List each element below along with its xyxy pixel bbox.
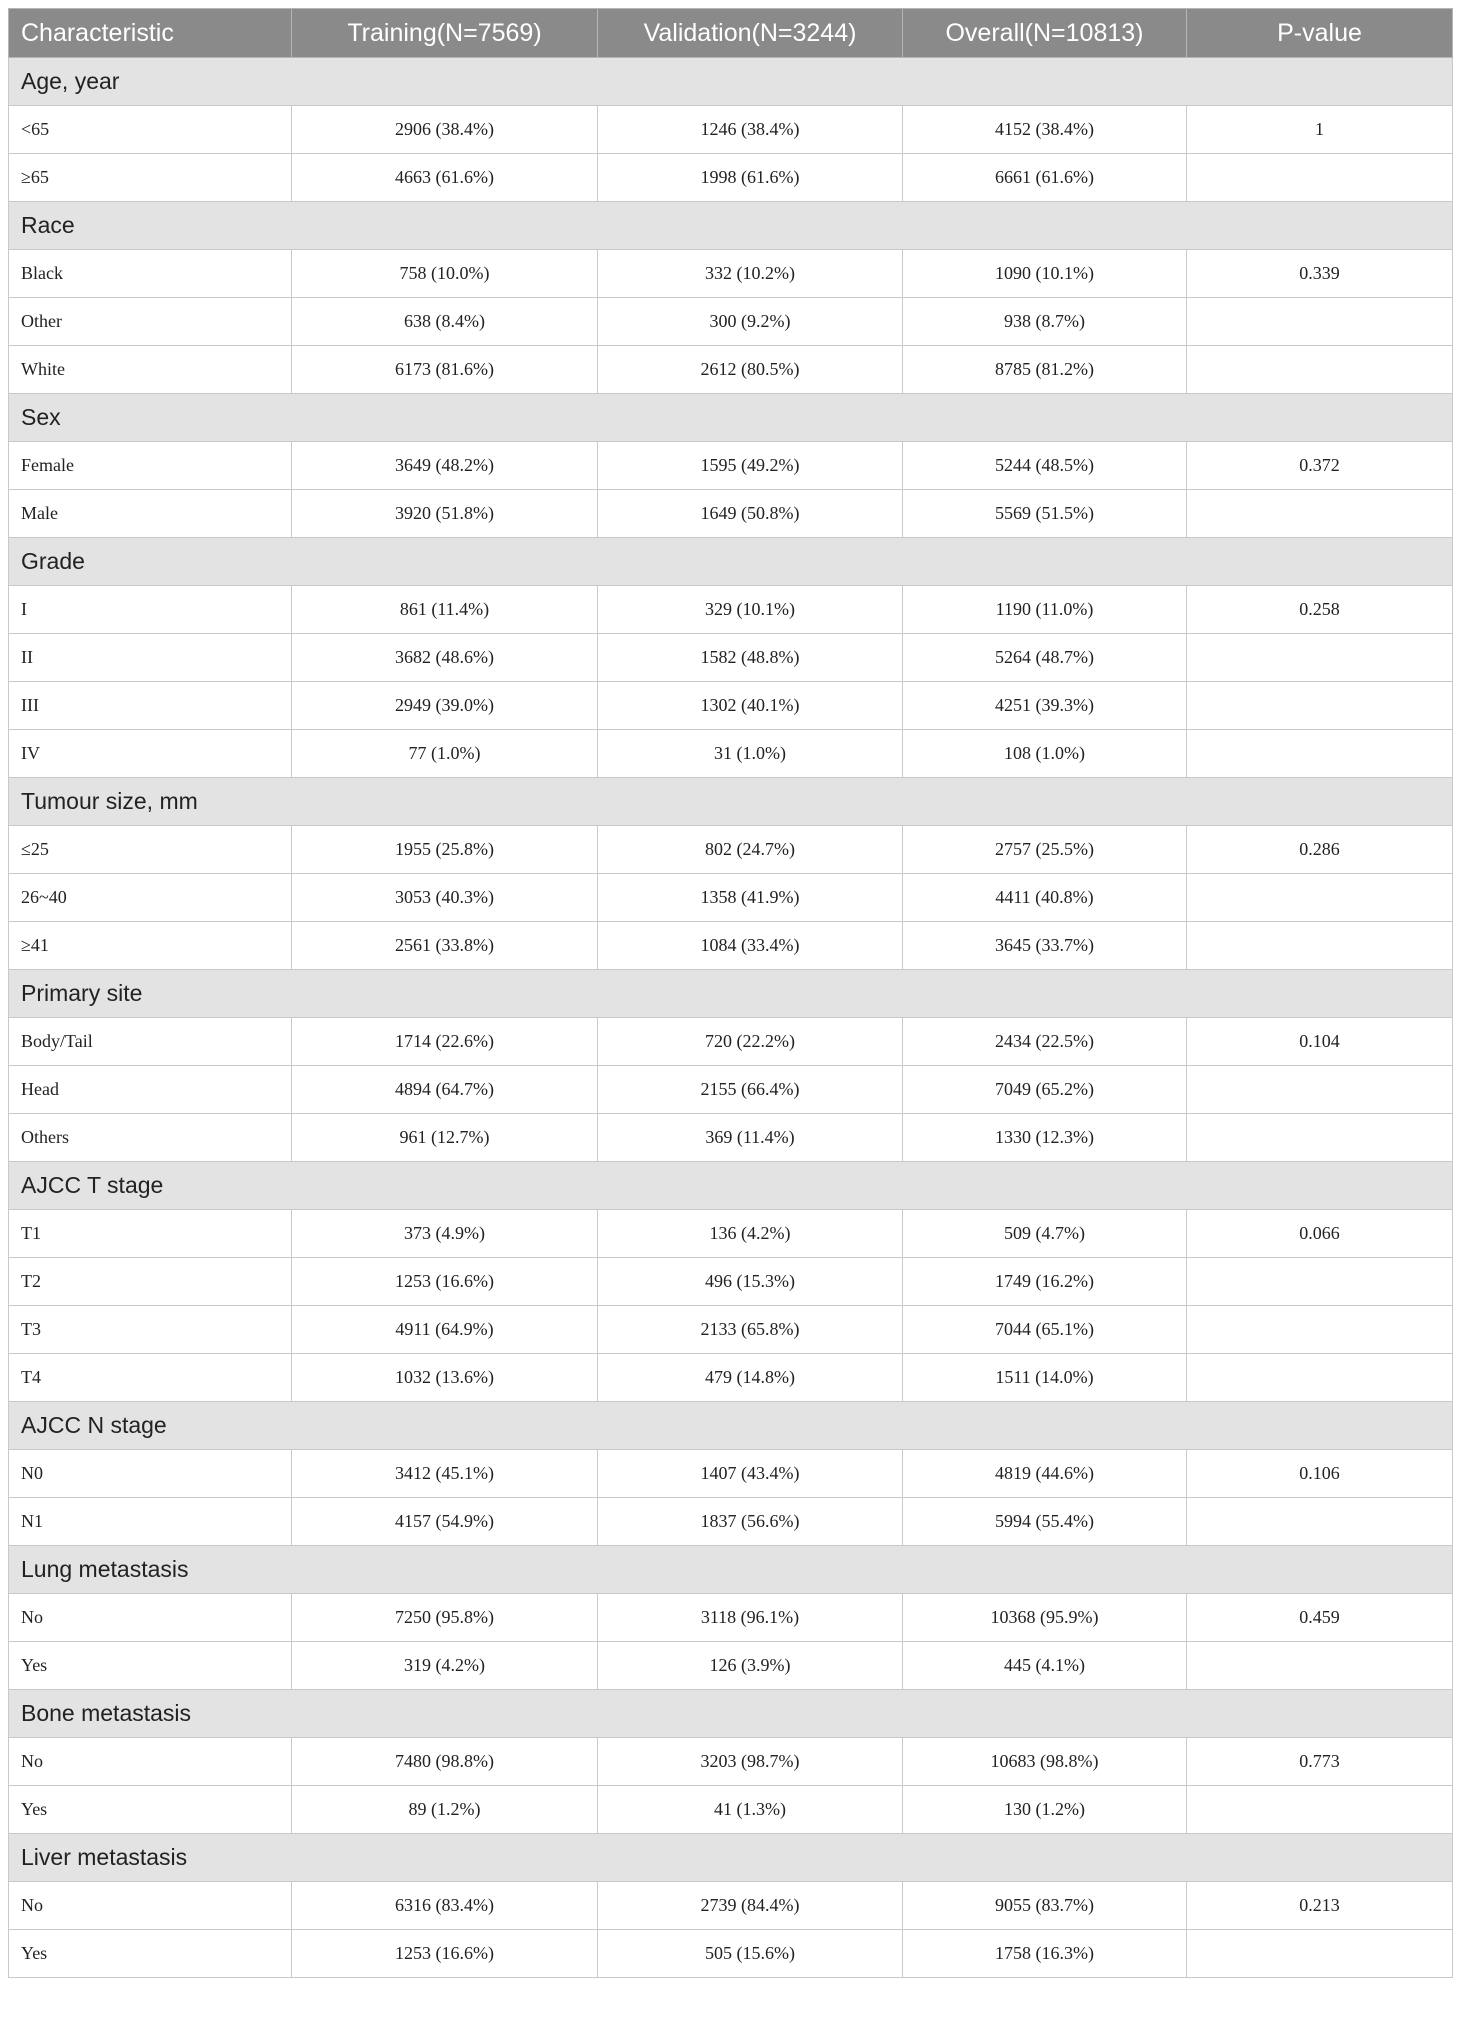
cell-p-value — [1187, 1498, 1453, 1546]
cell-validation: 126 (3.9%) — [598, 1642, 903, 1690]
cell-training: 1253 (16.6%) — [292, 1258, 598, 1306]
cell-label: Yes — [9, 1642, 292, 1690]
cell-p-value — [1187, 874, 1453, 922]
cell-label: ≥41 — [9, 922, 292, 970]
table-row — [9, 682, 1453, 730]
cell-label: White — [9, 346, 292, 394]
cell-training: 3053 (40.3%) — [292, 874, 598, 922]
cell-validation: 41 (1.3%) — [598, 1786, 903, 1834]
group-title: AJCC T stage — [9, 1162, 1453, 1210]
cell-training: 2561 (33.8%) — [292, 922, 598, 970]
cell-training: 961 (12.7%) — [292, 1114, 598, 1162]
cell-overall: 8785 (81.2%) — [903, 346, 1187, 394]
cell-label: IV — [9, 730, 292, 778]
group-row — [9, 538, 1453, 586]
group-title: Tumour size, mm — [9, 778, 1453, 826]
group-row — [9, 58, 1453, 106]
cell-p-value: 0.773 — [1187, 1738, 1453, 1786]
cell-label: Yes — [9, 1786, 292, 1834]
cell-training: 1714 (22.6%) — [292, 1018, 598, 1066]
cell-label: Male — [9, 490, 292, 538]
cell-validation: 505 (15.6%) — [598, 1930, 903, 1978]
cell-p-value: 1 — [1187, 106, 1453, 154]
cell-overall: 3645 (33.7%) — [903, 922, 1187, 970]
cell-validation: 1998 (61.6%) — [598, 154, 903, 202]
cell-validation: 300 (9.2%) — [598, 298, 903, 346]
table-row — [9, 1738, 1453, 1786]
cell-label: No — [9, 1594, 292, 1642]
group-title: Primary site — [9, 970, 1453, 1018]
cell-label: ≥65 — [9, 154, 292, 202]
cell-p-value: 0.372 — [1187, 442, 1453, 490]
table-row — [9, 490, 1453, 538]
group-row — [9, 1402, 1453, 1450]
cell-p-value: 0.339 — [1187, 250, 1453, 298]
cell-label: No — [9, 1882, 292, 1930]
cell-overall: 130 (1.2%) — [903, 1786, 1187, 1834]
cell-p-value — [1187, 1258, 1453, 1306]
table-body — [9, 58, 1453, 1978]
cell-training: 7480 (98.8%) — [292, 1738, 598, 1786]
table-row — [9, 442, 1453, 490]
cell-validation: 1837 (56.6%) — [598, 1498, 903, 1546]
cell-training: 4894 (64.7%) — [292, 1066, 598, 1114]
cell-validation: 1407 (43.4%) — [598, 1450, 903, 1498]
table-row — [9, 1210, 1453, 1258]
cell-training: 319 (4.2%) — [292, 1642, 598, 1690]
group-title: Race — [9, 202, 1453, 250]
cell-overall: 5264 (48.7%) — [903, 634, 1187, 682]
cell-training: 1032 (13.6%) — [292, 1354, 598, 1402]
cell-p-value — [1187, 1786, 1453, 1834]
cell-training: 3920 (51.8%) — [292, 490, 598, 538]
cell-label: I — [9, 586, 292, 634]
table-row — [9, 1114, 1453, 1162]
cell-validation: 31 (1.0%) — [598, 730, 903, 778]
cell-overall: 5569 (51.5%) — [903, 490, 1187, 538]
table-row — [9, 1594, 1453, 1642]
cell-overall: 5244 (48.5%) — [903, 442, 1187, 490]
cell-overall: 938 (8.7%) — [903, 298, 1187, 346]
cell-label: <65 — [9, 106, 292, 154]
cell-validation: 496 (15.3%) — [598, 1258, 903, 1306]
cell-validation: 802 (24.7%) — [598, 826, 903, 874]
cell-p-value — [1187, 922, 1453, 970]
table-row — [9, 730, 1453, 778]
cell-training: 3682 (48.6%) — [292, 634, 598, 682]
cell-training: 4663 (61.6%) — [292, 154, 598, 202]
cell-label: T2 — [9, 1258, 292, 1306]
cell-validation: 1302 (40.1%) — [598, 682, 903, 730]
cell-p-value: 0.258 — [1187, 586, 1453, 634]
cell-label: Head — [9, 1066, 292, 1114]
cell-p-value: 0.213 — [1187, 1882, 1453, 1930]
cell-training: 6316 (83.4%) — [292, 1882, 598, 1930]
cell-label: Other — [9, 298, 292, 346]
group-title: AJCC N stage — [9, 1402, 1453, 1450]
cell-overall: 1190 (11.0%) — [903, 586, 1187, 634]
characteristics-table — [8, 8, 1453, 1978]
cell-overall: 2757 (25.5%) — [903, 826, 1187, 874]
cell-label: II — [9, 634, 292, 682]
header-validation: Validation(N=3244) — [598, 9, 903, 58]
cell-training: 1253 (16.6%) — [292, 1930, 598, 1978]
cell-validation: 2133 (65.8%) — [598, 1306, 903, 1354]
cell-training: 758 (10.0%) — [292, 250, 598, 298]
cell-validation: 1582 (48.8%) — [598, 634, 903, 682]
cell-p-value: 0.459 — [1187, 1594, 1453, 1642]
header-p-value: P-value — [1187, 9, 1453, 58]
cell-validation: 2612 (80.5%) — [598, 346, 903, 394]
group-row — [9, 970, 1453, 1018]
cell-label: Female — [9, 442, 292, 490]
group-row — [9, 1690, 1453, 1738]
cell-validation: 332 (10.2%) — [598, 250, 903, 298]
cell-training: 4157 (54.9%) — [292, 1498, 598, 1546]
cell-p-value: 0.104 — [1187, 1018, 1453, 1066]
cell-overall: 6661 (61.6%) — [903, 154, 1187, 202]
table-row — [9, 826, 1453, 874]
cell-training: 77 (1.0%) — [292, 730, 598, 778]
table-row — [9, 106, 1453, 154]
cell-p-value — [1187, 154, 1453, 202]
cell-training: 373 (4.9%) — [292, 1210, 598, 1258]
cell-validation: 1358 (41.9%) — [598, 874, 903, 922]
table-row — [9, 1642, 1453, 1690]
cell-training: 3649 (48.2%) — [292, 442, 598, 490]
cell-p-value — [1187, 1930, 1453, 1978]
cell-training: 1955 (25.8%) — [292, 826, 598, 874]
cell-overall: 445 (4.1%) — [903, 1642, 1187, 1690]
cell-validation: 369 (11.4%) — [598, 1114, 903, 1162]
group-title: Sex — [9, 394, 1453, 442]
cell-overall: 1330 (12.3%) — [903, 1114, 1187, 1162]
table-row — [9, 1450, 1453, 1498]
table-row — [9, 922, 1453, 970]
group-row — [9, 202, 1453, 250]
cell-p-value — [1187, 298, 1453, 346]
cell-overall: 7049 (65.2%) — [903, 1066, 1187, 1114]
cell-validation: 3203 (98.7%) — [598, 1738, 903, 1786]
cell-overall: 4819 (44.6%) — [903, 1450, 1187, 1498]
cell-overall: 1511 (14.0%) — [903, 1354, 1187, 1402]
cell-p-value — [1187, 730, 1453, 778]
cell-overall: 10368 (95.9%) — [903, 1594, 1187, 1642]
table-row — [9, 1882, 1453, 1930]
cell-p-value: 0.286 — [1187, 826, 1453, 874]
group-row — [9, 394, 1453, 442]
cell-label: III — [9, 682, 292, 730]
cell-p-value — [1187, 682, 1453, 730]
cell-overall: 10683 (98.8%) — [903, 1738, 1187, 1786]
cell-overall: 4411 (40.8%) — [903, 874, 1187, 922]
group-title: Grade — [9, 538, 1453, 586]
header-row — [9, 9, 1453, 58]
table-row — [9, 1258, 1453, 1306]
group-row — [9, 1546, 1453, 1594]
cell-overall: 9055 (83.7%) — [903, 1882, 1187, 1930]
cell-validation: 329 (10.1%) — [598, 586, 903, 634]
characteristics-table-container — [8, 8, 1452, 1978]
cell-label: N0 — [9, 1450, 292, 1498]
table-row — [9, 634, 1453, 682]
table-row — [9, 1930, 1453, 1978]
cell-training: 89 (1.2%) — [292, 1786, 598, 1834]
cell-overall: 4152 (38.4%) — [903, 106, 1187, 154]
cell-validation: 1084 (33.4%) — [598, 922, 903, 970]
group-title: Bone metastasis — [9, 1690, 1453, 1738]
cell-p-value — [1187, 1066, 1453, 1114]
cell-validation: 2739 (84.4%) — [598, 1882, 903, 1930]
cell-overall: 7044 (65.1%) — [903, 1306, 1187, 1354]
cell-label: Others — [9, 1114, 292, 1162]
group-row — [9, 1162, 1453, 1210]
cell-p-value — [1187, 1642, 1453, 1690]
cell-overall: 2434 (22.5%) — [903, 1018, 1187, 1066]
group-row — [9, 1834, 1453, 1882]
cell-validation: 1246 (38.4%) — [598, 106, 903, 154]
table-row — [9, 1018, 1453, 1066]
cell-p-value — [1187, 490, 1453, 538]
cell-p-value: 0.106 — [1187, 1450, 1453, 1498]
table-row — [9, 1354, 1453, 1402]
table-row — [9, 1066, 1453, 1114]
table-row — [9, 586, 1453, 634]
table-header — [9, 9, 1453, 58]
cell-training: 6173 (81.6%) — [292, 346, 598, 394]
cell-label: 26~40 — [9, 874, 292, 922]
cell-p-value — [1187, 346, 1453, 394]
table-row — [9, 874, 1453, 922]
cell-p-value — [1187, 1114, 1453, 1162]
cell-p-value — [1187, 1354, 1453, 1402]
cell-label: T4 — [9, 1354, 292, 1402]
cell-overall: 5994 (55.4%) — [903, 1498, 1187, 1546]
cell-validation: 479 (14.8%) — [598, 1354, 903, 1402]
group-row — [9, 778, 1453, 826]
cell-label: N1 — [9, 1498, 292, 1546]
cell-p-value — [1187, 1306, 1453, 1354]
table-row — [9, 298, 1453, 346]
cell-overall: 1758 (16.3%) — [903, 1930, 1187, 1978]
cell-validation: 3118 (96.1%) — [598, 1594, 903, 1642]
table-row — [9, 1498, 1453, 1546]
cell-training: 7250 (95.8%) — [292, 1594, 598, 1642]
cell-overall: 509 (4.7%) — [903, 1210, 1187, 1258]
cell-label: Black — [9, 250, 292, 298]
cell-label: Body/Tail — [9, 1018, 292, 1066]
table-row — [9, 1306, 1453, 1354]
cell-label: No — [9, 1738, 292, 1786]
table-row — [9, 250, 1453, 298]
table-row — [9, 154, 1453, 202]
cell-validation: 720 (22.2%) — [598, 1018, 903, 1066]
group-title: Lung metastasis — [9, 1546, 1453, 1594]
cell-label: Yes — [9, 1930, 292, 1978]
cell-validation: 2155 (66.4%) — [598, 1066, 903, 1114]
header-overall: Overall(N=10813) — [903, 9, 1187, 58]
cell-overall: 1749 (16.2%) — [903, 1258, 1187, 1306]
cell-training: 638 (8.4%) — [292, 298, 598, 346]
cell-validation: 1649 (50.8%) — [598, 490, 903, 538]
cell-training: 3412 (45.1%) — [292, 1450, 598, 1498]
table-row — [9, 346, 1453, 394]
cell-label: T1 — [9, 1210, 292, 1258]
cell-validation: 136 (4.2%) — [598, 1210, 903, 1258]
cell-label: ≤25 — [9, 826, 292, 874]
table-row — [9, 1786, 1453, 1834]
cell-training: 4911 (64.9%) — [292, 1306, 598, 1354]
cell-label: T3 — [9, 1306, 292, 1354]
header-characteristic: Characteristic — [9, 9, 292, 58]
cell-overall: 108 (1.0%) — [903, 730, 1187, 778]
cell-overall: 4251 (39.3%) — [903, 682, 1187, 730]
cell-p-value: 0.066 — [1187, 1210, 1453, 1258]
cell-training: 861 (11.4%) — [292, 586, 598, 634]
group-title: Age, year — [9, 58, 1453, 106]
cell-p-value — [1187, 634, 1453, 682]
header-training: Training(N=7569) — [292, 9, 598, 58]
group-title: Liver metastasis — [9, 1834, 1453, 1882]
cell-overall: 1090 (10.1%) — [903, 250, 1187, 298]
cell-validation: 1595 (49.2%) — [598, 442, 903, 490]
cell-training: 2906 (38.4%) — [292, 106, 598, 154]
cell-training: 2949 (39.0%) — [292, 682, 598, 730]
